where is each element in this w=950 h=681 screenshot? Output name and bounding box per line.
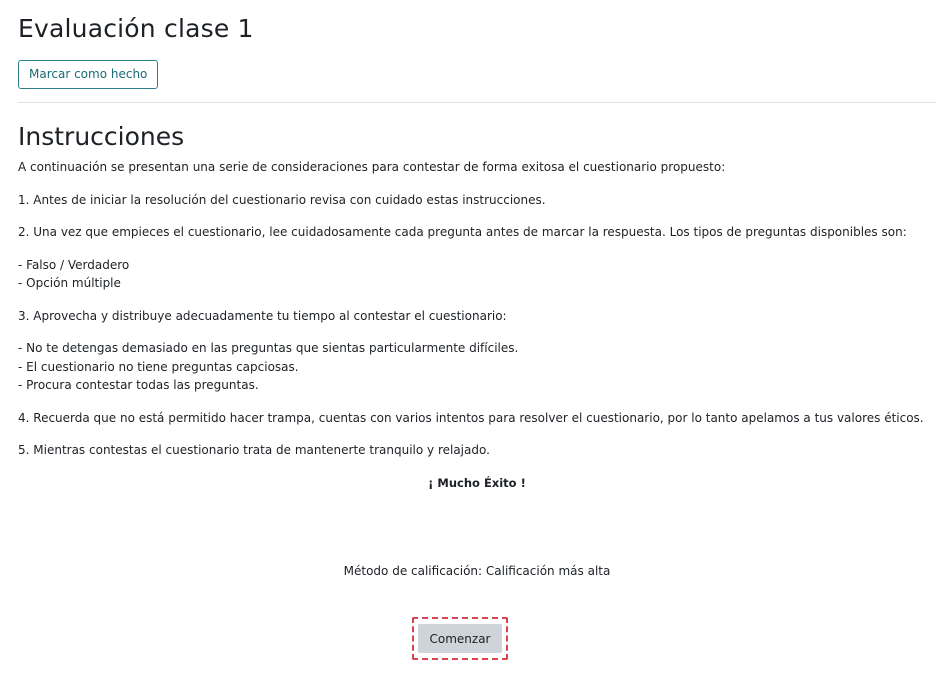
instruction-item-3: 3. Aprovecha y distribuye adecuadamente tu tiempo al contestar el cuestionario: (18, 308, 507, 323)
mark-as-done-button[interactable]: Marcar como hecho (18, 60, 158, 89)
instruction-item-4: 4. Recuerda que no está permitido hacer trampa, cuentas con varios intentos para resolver el cuestionario, por lo tanto apelamos a tus valores éticos. (18, 410, 924, 425)
start-button-highlight (412, 617, 508, 660)
instructions-content (18, 158, 936, 492)
start-attempt-button[interactable]: Comenzar (418, 624, 502, 653)
question-type-true-false: - Falso / Verdadero (18, 257, 130, 272)
time-tip-3: - Procura contestar todas las preguntas. (18, 378, 259, 392)
question-type-multiple-choice: - Opción múltiple (18, 276, 121, 290)
instructions-intro: A continuación se presentan una serie de consideraciones para contestar de forma exitosa el cuestionario propuesto: (18, 160, 726, 174)
instructions-heading: Instrucciones (18, 122, 185, 151)
instruction-item-2: 2. Una vez que empieces el cuestionario, lee cuidadosamente cada pregunta antes de marcar la respuesta. Los tipos de preguntas disponibles son: (18, 225, 907, 239)
time-tip-1: - No te detengas demasiado en las preguntas que sientas particularmente difíciles. (18, 341, 519, 355)
instruction-item-5: 5. Mientras contestas el cuestionario trata de mantenerte tranquilo y relajado. (18, 443, 490, 457)
divider (18, 102, 936, 103)
grading-method: Método de calificación: Calificación más alta (343, 564, 611, 578)
good-luck-message: ¡ Mucho Éxito ! (428, 475, 526, 490)
time-tip-2: - El cuestionario no tiene preguntas capciosas. (18, 359, 299, 374)
page-title: Evaluación clase 1 (18, 14, 254, 43)
instruction-item-1: 1. Antes de iniciar la resolución del cuestionario revisa con cuidado estas instrucciones. (18, 192, 546, 207)
